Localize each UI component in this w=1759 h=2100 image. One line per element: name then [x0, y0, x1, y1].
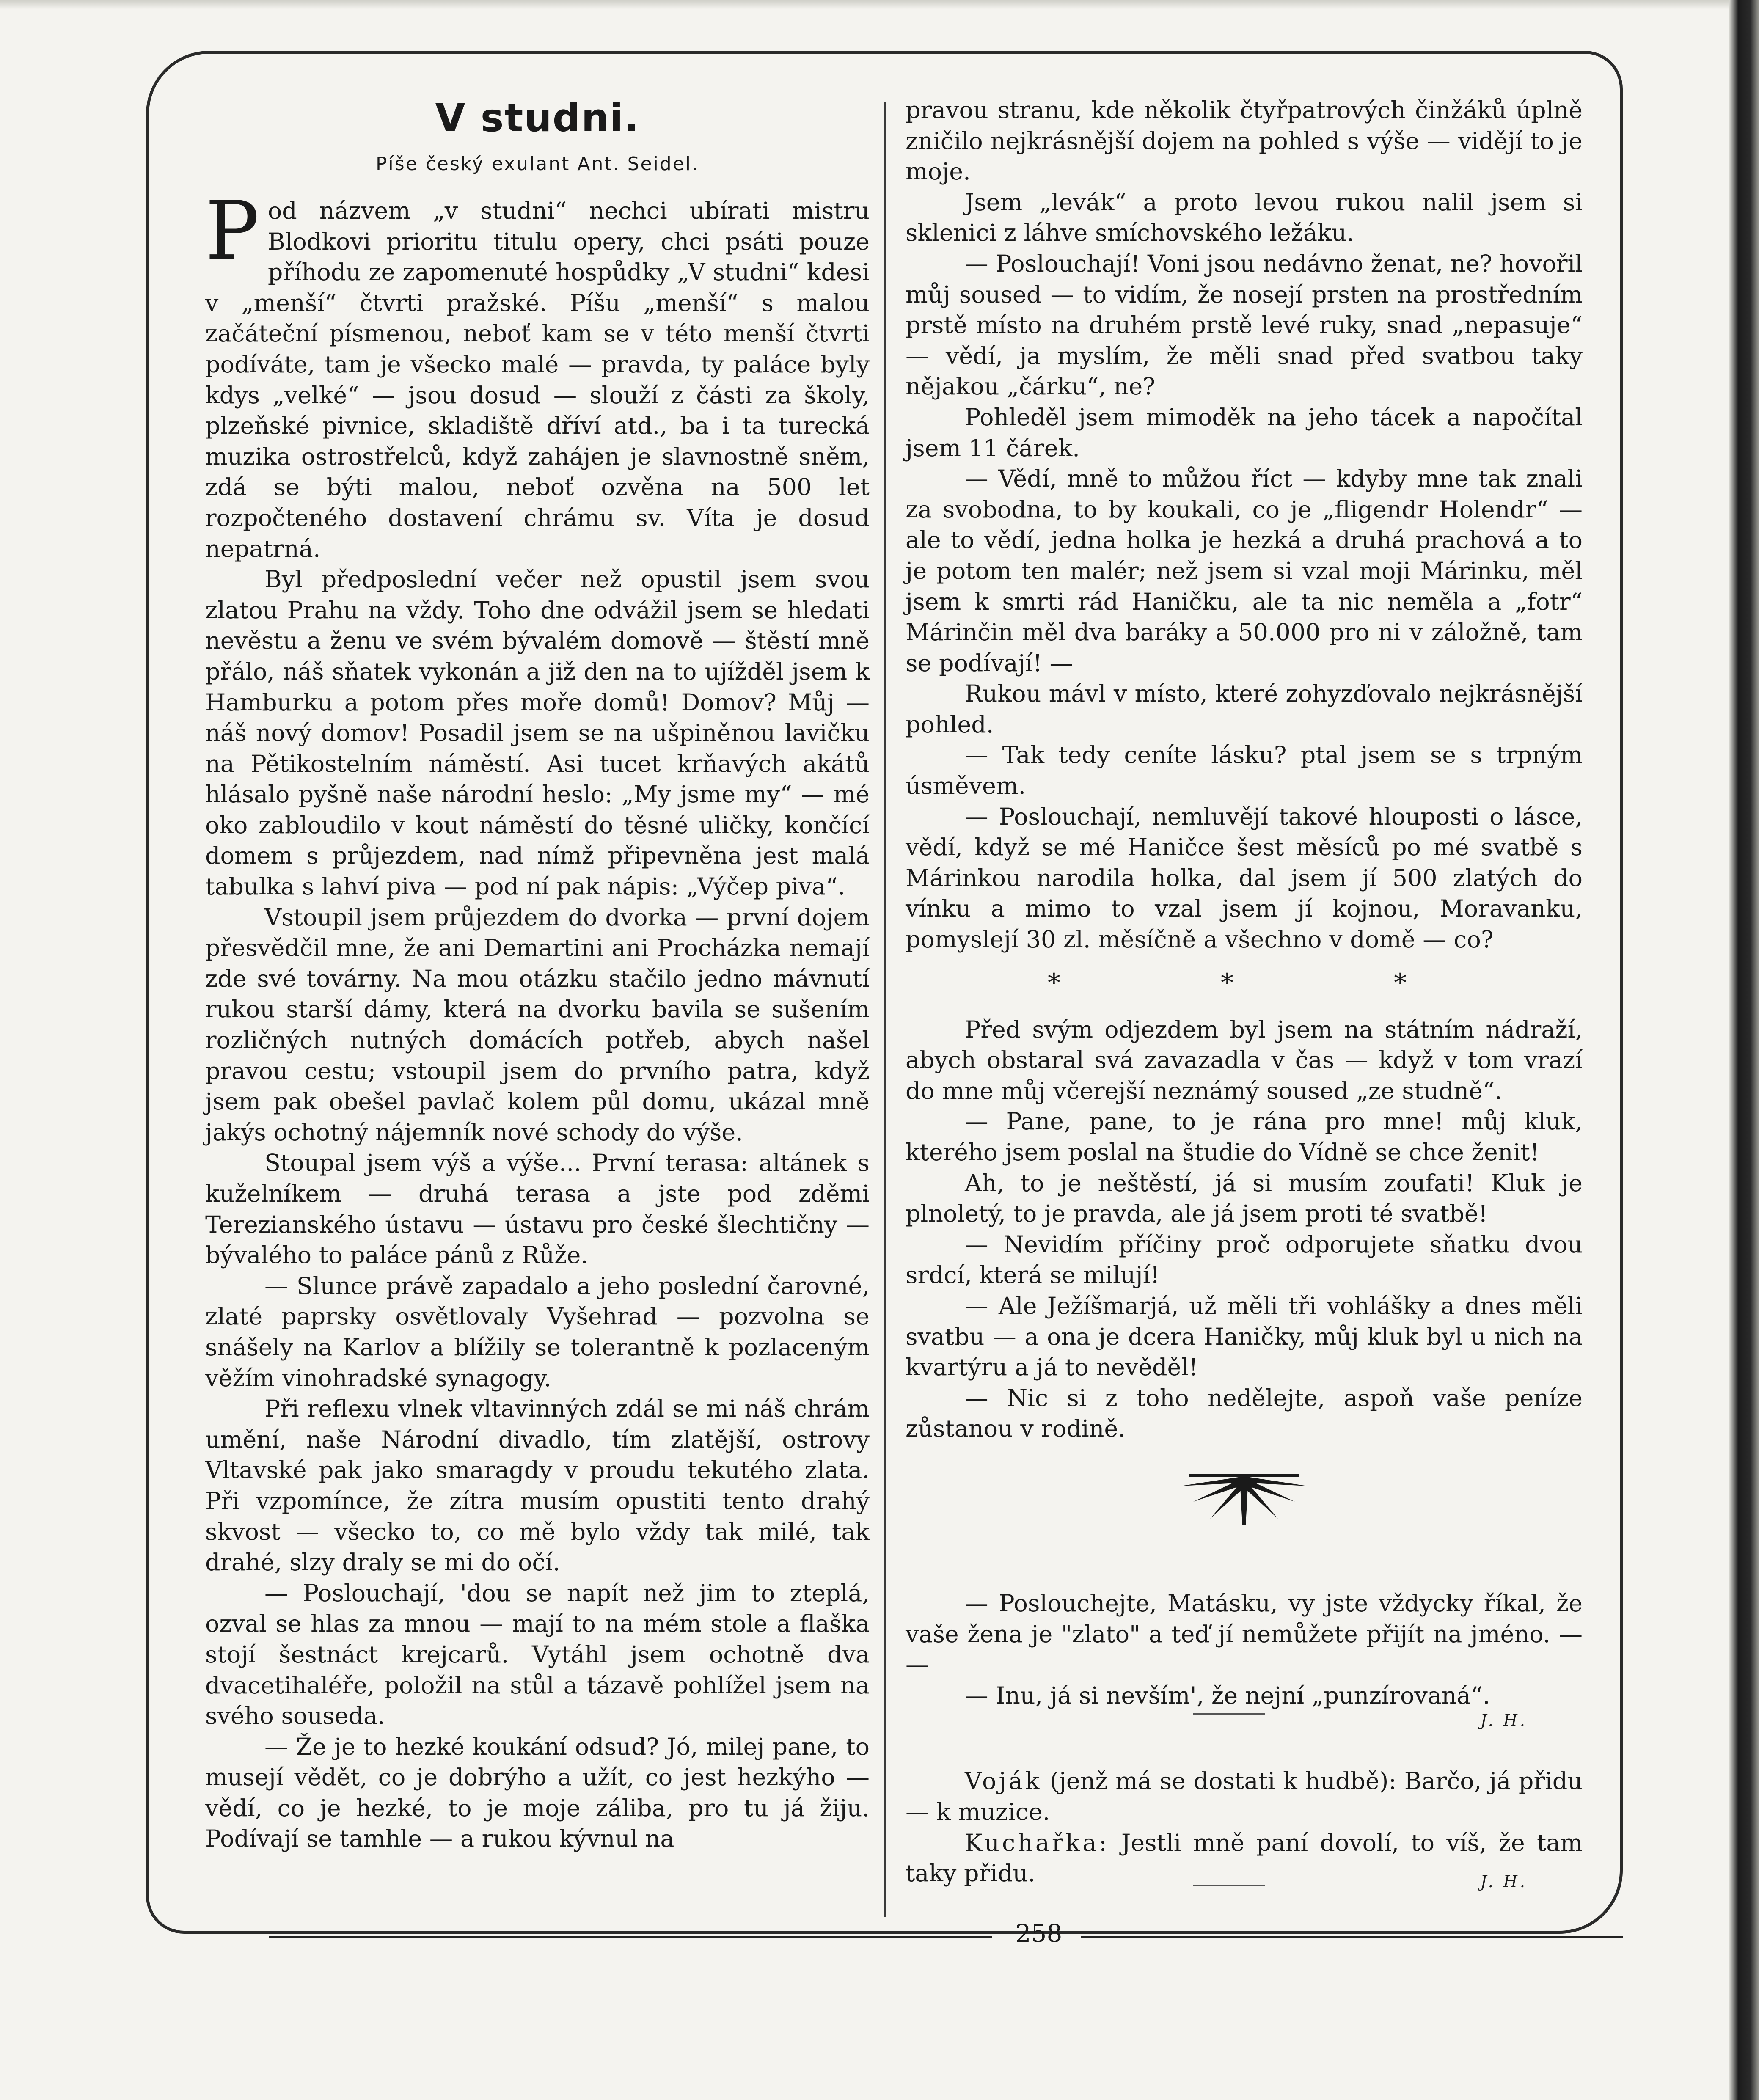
- article-title: V studni.: [435, 95, 640, 140]
- paragraph: Pohleděl jsem mimoděk na jeho tácek a napočítal jsem 11 čárek.: [906, 403, 1583, 462]
- signature: J. H.: [1480, 1711, 1528, 1730]
- fan-ornament-icon: [1176, 1461, 1312, 1525]
- scan-binding-edge: [1729, 0, 1759, 2100]
- joke-line: Kuchařka: Jestli mně paní dovolí, to víš, že tam taky přidu.: [906, 1829, 1583, 1888]
- separator-rule: [1193, 1885, 1265, 1886]
- paragraph: — Tak tedy ceníte lásku? ptal jsem se s trpným úsměvem.: [906, 741, 1583, 800]
- signature-row: [906, 1711, 1583, 1737]
- paragraph: — Poslouchají, 'dou se napít než jim to zteplá, ozval se hlas za mnou — mají to na mém stole a flaška stojí šestnáct krejcarů. Vytáhl jsem ochotně dva dvacetihaléře, položil na stůl a tázavě pohlížel jsem na svého souseda.: [205, 1579, 870, 1730]
- footer-rule-left: [269, 1936, 992, 1938]
- article-byline: Píše český exulant Ant. Seidel.: [375, 153, 699, 175]
- paragraph: Vstoupil jsem průjezdem do dvorka — první dojem přesvědčil mne, že ani Demartini ani Procházka nemají zde své továrny. Na mou otázku stačilo jedno mávnutí rukou starší dámy, která na dvorku bavila se sušením rozličných nutných domácích potřeb, abych našel pravou cestu; vstoupil jsem do prvního patra, když jsem pak obešel pavlač kolem půl domu, ukázal mně jakýs ochotný nájemník nové schody do výše.: [205, 903, 870, 1146]
- paragraph: — Vědí, mně to můžou říct — kdyby mne tak znali za svobodna, to by koukali, co je „fligendr Holendr“ — ale to vědí, jedna holka je hezká a druhá prachová a to je potom ten malér; než jsem si vzal moji Márinku, měl jsem k smrti rád Haničku, ale ta nic neměla a „fotr“ Márinčin měl dva baráky a 50.000 pro ni v záložně, tam se podívají! —: [906, 465, 1583, 677]
- signature-row: [906, 1864, 1583, 1889]
- speaker-label: Kuchařka:: [965, 1829, 1109, 1857]
- signature: J. H.: [1480, 1872, 1528, 1891]
- paragraph: — Pane, pane, to je rána pro mne! můj kluk, kterého jsem poslal na študie do Vídně se chce ženit!: [906, 1108, 1583, 1166]
- drop-cap: P: [205, 184, 259, 278]
- column-divider: [884, 102, 886, 1917]
- page-footer: [146, 1919, 1623, 1961]
- paragraph: Stoupal jsem výš a výše... První terasa: altánek s kuželníkem — druhá terasa a jste pod zděmi Terezianského ústavu — ústavu pro české šlechtičny — bývalého to paláce pánů z Růže.: [205, 1149, 870, 1269]
- joke-line: — Poslouchejte, Matásku, vy jste vždycky říkal, že vaše žena je "zlato" a teď jí nemůžete přijít na jméno. — —: [906, 1589, 1583, 1679]
- paragraph: — Nic si z toho nedělejte, aspoň vaše peníze zůstanou v rodině.: [906, 1384, 1583, 1443]
- paragraph: Byl předposlední večer než opustil jsem svou zlatou Prahu na vždy. Toho dne odvážil jsem se hledati nevěstu a ženu ve svém bývalém domově — štěstí mně přálo, náš sňatek vykonán a již den na to ujížděl jsem k Hamburku a potom přes moře domů! Domov? Můj — náš nový domov! Posadil jsem se na ušpiněnou lavičku na Pětikostelním náměstí. Asi tucet krňavých akátů hlásalo pyšně naše národní heslo: „My jsme my“ — mé oko zabloudilo v kout náměstí do těsné uličky, končící domem s průjezdem, nad nímž připevněna jest malá tabulka s lahví piva — pod ní pak nápis: „Výčep piva“.: [205, 566, 870, 901]
- scan-top-edge: [0, 0, 1759, 9]
- footer-rule-right: [1081, 1936, 1623, 1938]
- joke-line: — Inu, já si nevším', že nejní „punzírovaná“.: [965, 1682, 1490, 1709]
- paragraph: — Nevidím příčiny proč odporujete sňatku dvou srdcí, která se milují!: [906, 1230, 1583, 1289]
- paragraph-continued: pravou stranu, kde několik čtyřpatrových činžáků úplně zničilo nejkrásnější dojem na pohled s výše — vidějí to je moje.: [906, 96, 1583, 186]
- paragraph: Při reflexu vlnek vltavinných zdál se mi náš chrám umění, naše Národní divadlo, tím zlatější, ostrovy Vltavské pak jako smaragdy v proudu tekutého zlata. Při vzpomínce, že zítra musím opustiti tento drahý skvost — všecko to, co mě bylo vždy tak milé, tak drahé, slzy draly se mi do očí.: [205, 1395, 870, 1577]
- paragraph: — Že je to hezké koukání odsud? Jó, milej pane, to musejí vědět, co je dobrýho a užít, co jest hezkýho — vědí, co je hezké, to je moje záliba, pro tu já žiju. Podívají se tamhle — a rukou kývnul na: [205, 1733, 870, 1853]
- section-stars: * * *: [1047, 968, 1483, 998]
- paragraph: — Poslouchají, nemluvějí takové hlouposti o lásce, vědí, když se mé Haničce šest měsíců po mé svatbě s Márinkou narodila holka, dal jsem jí 500 zlatých do vínku a mimo to vzal jsem jí kojnou, Moravanku, pomyslejí 30 zl. měsíčně a všechno v domě — co?: [906, 803, 1583, 954]
- paragraph: Jsem „levák“ a proto levou rukou nalil jsem si sklenici z láhve smíchovského ležáku.: [906, 188, 1583, 247]
- paragraph: — Slunce právě zapadalo a jeho poslední čarovné, zlaté paprsky osvětlovaly Vyšehrad — pozvolna se snášely na Karlov a blížily se tolerantně k pozlaceným věžím vinohradské synagogy.: [205, 1272, 870, 1392]
- right-column: [906, 95, 1583, 1889]
- speaker-label: Voják: [965, 1767, 1042, 1795]
- paragraph: — Ale Ježíšmarjá, už měli tři vohlášky a dnes měli svatbu — a ona je dcera Haničky, můj kluk byl u nich na kvartýru a já to nevěděl!: [906, 1292, 1583, 1382]
- paragraph: Před svým odjezdem byl jsem na státním nádraží, abych obstaral svá zavazadla v čas — když v tom vrazí do mne můj včerejší neznámý soused „ze studně“.: [906, 1016, 1583, 1105]
- joke-line: Voják (jenž má se dostati k hudbě): Barčo, já přidu — k muzice.: [906, 1767, 1583, 1826]
- page-number: 258: [1015, 1919, 1063, 1948]
- paragraph: — Poslouchají! Voni jsou nedávno ženat, ne? hovořil můj soused — to vidím, že nosejí prsten na prostředním prstě místo na druhém prstě levé ruky, snad „nepasuje“ — vědí, ja myslím, že měli snad před svatbou taky nějakou „čárku“, ne?: [906, 250, 1583, 401]
- left-column: [205, 95, 870, 1855]
- paragraph: Ah, to je neštěstí, já si musím zoufati! Kluk je plnoletý, to je pravda, ale já jsem proti té svatbě!: [906, 1169, 1583, 1228]
- paragraph: Rukou mávl v místo, které zohyzďovalo nejkrásnější pohled.: [906, 680, 1583, 738]
- paragraph: Pod názvem „v studni“ nechci ubírati mistru Blodkovi prioritu titulu opery, chci psáti pouze příhodu ze zapomenuté hospůdky „V studni“ kdesi v „menší“ čtvrti pražské. Píšu „menší“ s malou začáteční písmenou, neboť kam se v této menší čtvrti podíváte, tam je všecko malé — pravda, ty paláce byly kdys „velké“ — jsou dosud — slouží z části za školy, plzeňské pivnice, skladiště dříví atd., ba i ta turecká muzika ostrostřelců, když zahájen je slavnostně sněm, zdá se býti malou, neboť ozvěna na 500 let rozpočteného dostavení chrámu sv. Víta je dosud nepatrná.: [205, 184, 870, 563]
- separator-rule: [1193, 1713, 1265, 1715]
